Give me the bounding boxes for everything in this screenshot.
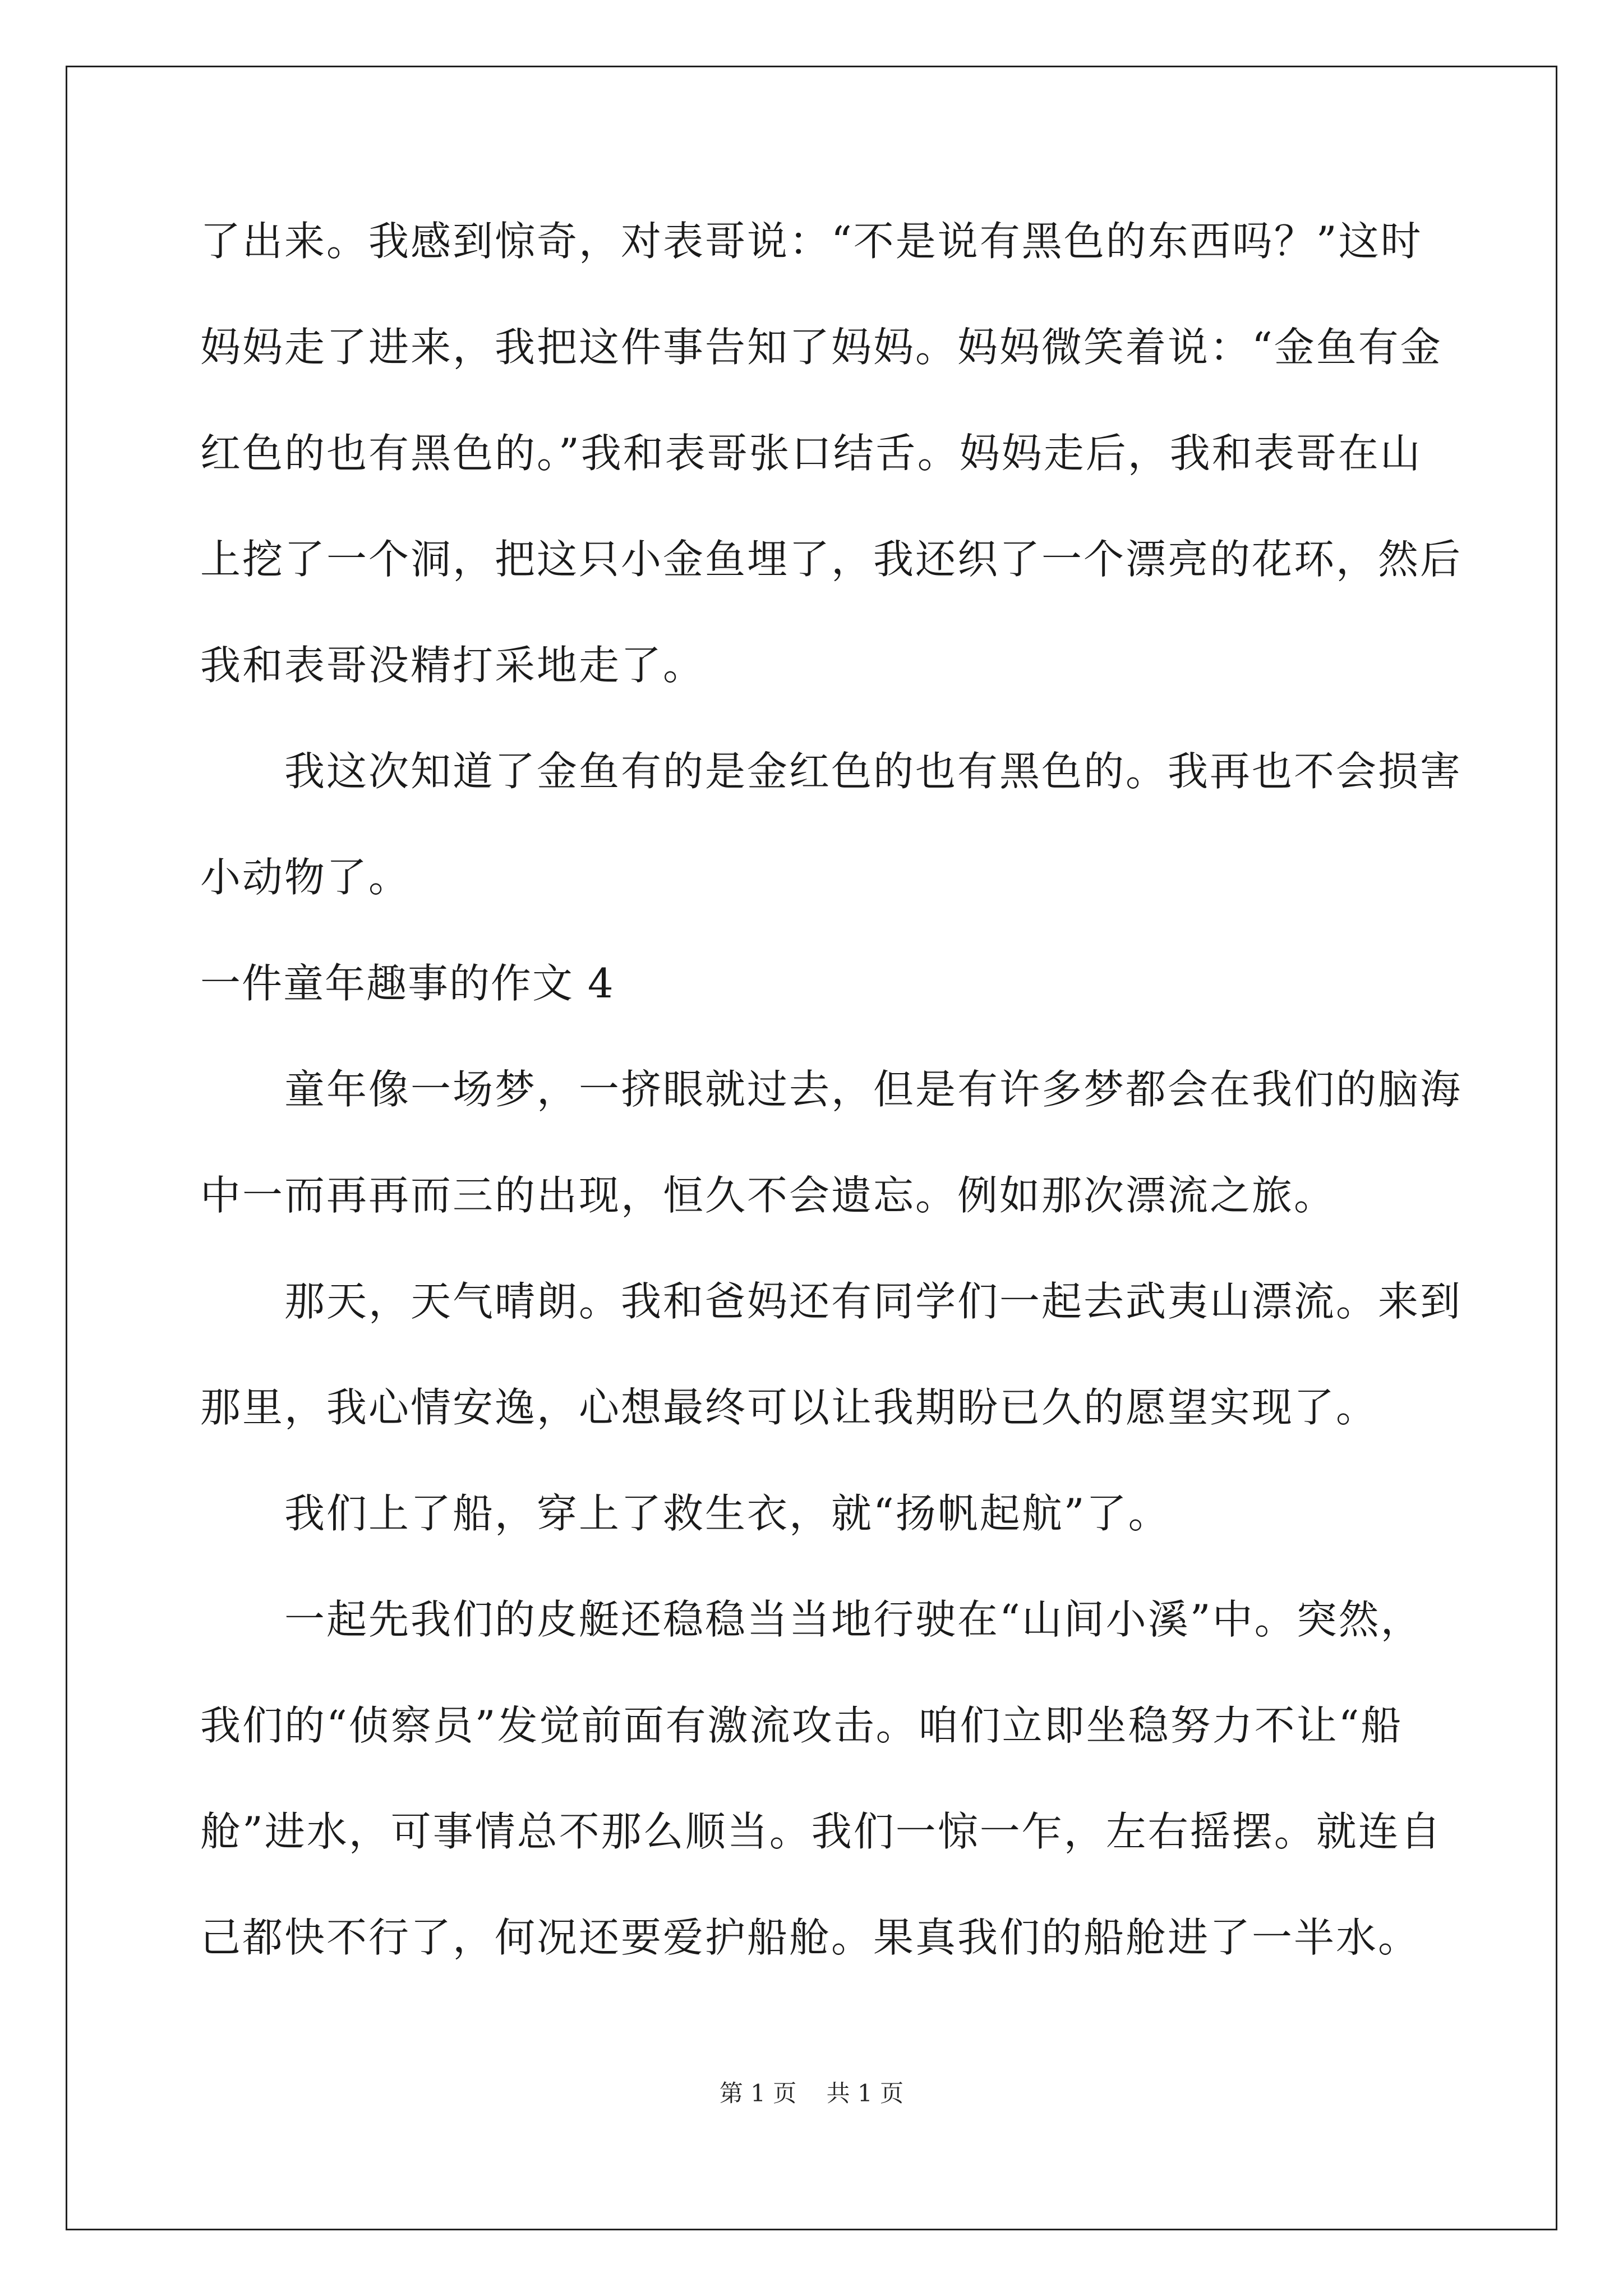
document-body — [200, 213, 1463, 2016]
section-heading: 一件童年趣事的作文 4 — [200, 960, 615, 1007]
text-line: 一起先我们的皮艇还稳稳当当地行驶在“山间小溪”中。突然， — [200, 1596, 1423, 1643]
page-number: 第 1 页 — [719, 2079, 797, 2107]
text-line: 我和表哥没精打采地走了。 — [200, 642, 706, 689]
text-line: 我们上了船，穿上了救生衣，就“扬帆起航”了。 — [200, 1490, 1170, 1537]
text-line: 我们的“侦察员”发觉前面有激流攻击。咱们立即坐稳努力不让“船 — [200, 1702, 1403, 1749]
text-line: 了出来。我感到惊奇，对表哥说：“不是说有黑色的东西吗？”这时 — [200, 218, 1423, 265]
text-line: 舱”进水，可事情总不那么顺当。我们一惊一乍，左右摇摆。就连自 — [200, 1808, 1442, 1855]
text-line: 小动物了。 — [200, 854, 411, 901]
text-line: 上挖了一个洞，把这只小金鱼埋了，我还织了一个漂亮的花环，然后 — [200, 536, 1463, 583]
text-line: 我这次知道了金鱼有的是金红色的也有黑色的。我再也不会损害 — [200, 748, 1463, 795]
text-line: 己都快不行了，何况还要爱护船舱。果真我们的船舱进了一半水。 — [200, 1914, 1421, 1961]
text-line: 那天，天气晴朗。我和爸妈还有同学们一起去武夷山漂流。来到 — [200, 1278, 1463, 1325]
text-line: 红色的也有黑色的。”我和表哥张口结舌。妈妈走后，我和表哥在山 — [200, 430, 1422, 477]
text-line: 中一而再再而三的出现，恒久不会遗忘。例如那次漂流之旅。 — [200, 1172, 1336, 1219]
text-line: 那里，我心情安逸，心想最终可以让我期盼已久的愿望实现了。 — [200, 1384, 1378, 1431]
page-footer — [0, 2077, 1623, 2110]
text-line: 童年像一场梦，一挤眼就过去，但是有许多梦都会在我们的脑海 — [200, 1066, 1463, 1113]
text-line: 妈妈走了进来，我把这件事告知了妈妈。妈妈微笑着说：“金鱼有金 — [200, 324, 1442, 371]
page-total: 共 1 页 — [826, 2079, 904, 2107]
